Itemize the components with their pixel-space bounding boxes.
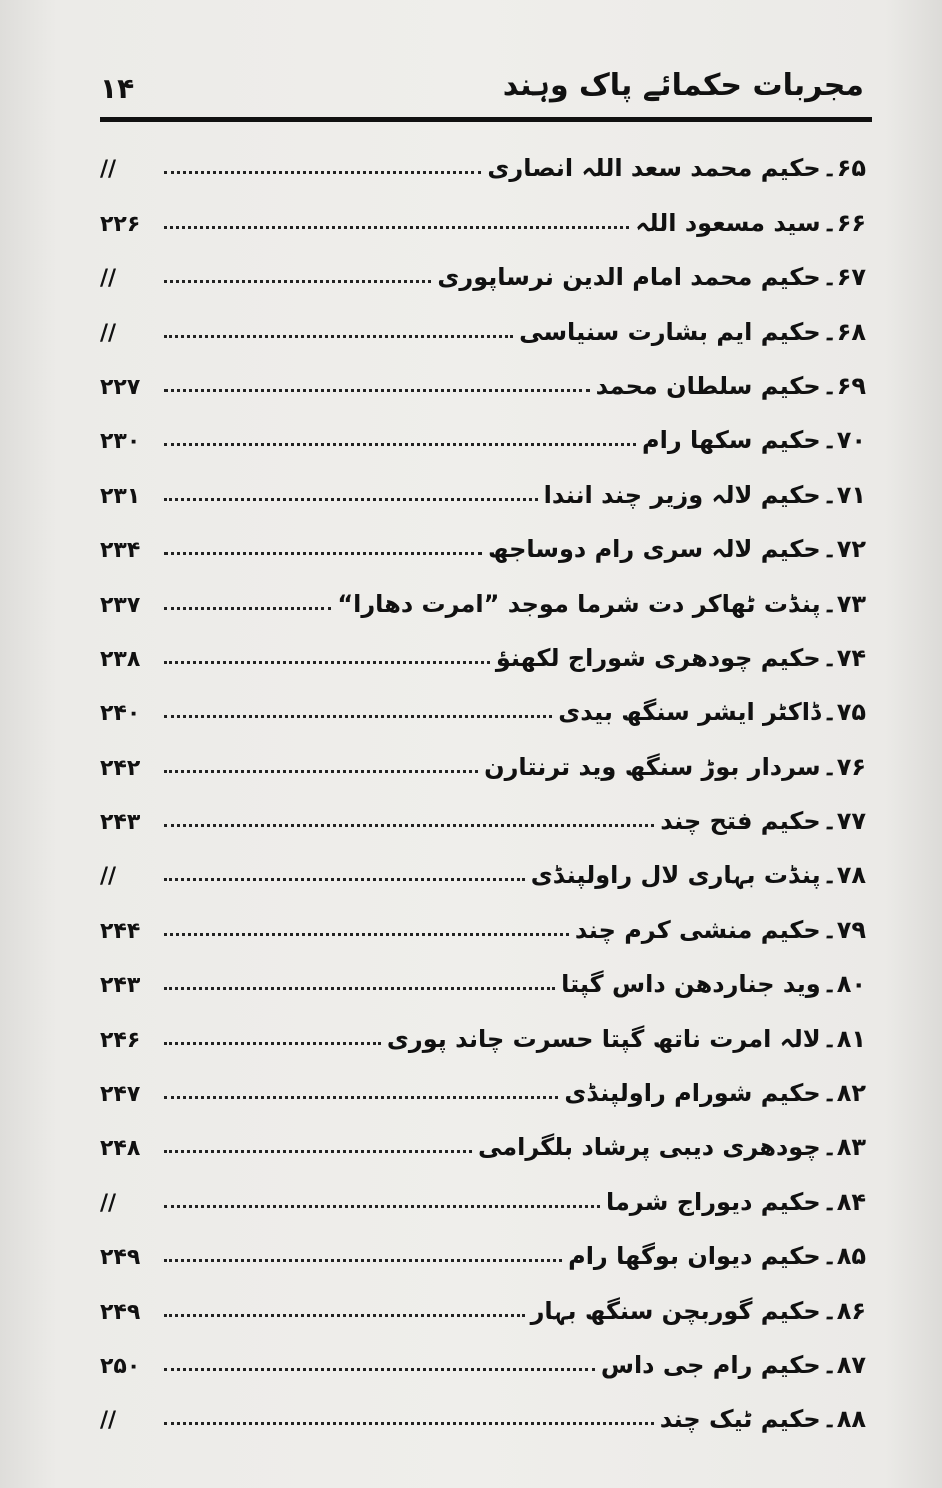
toc-entry-title: حکیم ایم بشارت سنیاسی [519, 317, 821, 346]
dotted-leader [164, 226, 629, 229]
toc-entry-page: ۲۳۴ [100, 538, 141, 564]
toc-entry-title: حکیم گوربچن سنگھ بہار [530, 1296, 821, 1325]
toc-entry [100, 1161, 866, 1215]
toc-entry-number: ۷۴۔ [822, 643, 866, 672]
toc-entry-page: ۲۴۴ [100, 918, 141, 944]
toc-entry-number: ۸۱۔ [822, 1024, 866, 1053]
toc-entry-title: لالہ امرت ناتھ گپتا حسرت چاند پوری [386, 1024, 821, 1053]
toc-entry-page: ۲۴۹ [100, 1245, 141, 1271]
toc-entry [100, 781, 866, 835]
toc-entry-title: حکیم دیوان بوگھا رام [568, 1242, 821, 1271]
dotted-leader [164, 715, 552, 718]
toc-entry-page: ۲۴۸ [100, 1136, 141, 1162]
book-title: مجربات حکمائے پاک وہند [502, 68, 864, 103]
toc-entry-title: حکیم محمد سعد اللہ انصاری [487, 154, 821, 183]
toc-entry-number: ۷۰۔ [822, 426, 866, 455]
toc-entry-page: ۲۴۷ [100, 1082, 141, 1108]
dotted-leader [164, 443, 636, 446]
toc-entry-number: ۷۹۔ [822, 915, 866, 944]
toc-entry-number: ۶۸۔ [822, 317, 866, 346]
dotted-leader [164, 1368, 595, 1371]
toc-entry-number: ۷۳۔ [822, 589, 866, 618]
toc-entry-title: پنڈت بہاری لال راولپنڈی [530, 861, 821, 890]
toc-entry [100, 672, 866, 726]
toc-entry-page: ۲۵۰ [100, 1353, 141, 1379]
table-of-contents [100, 128, 866, 1433]
toc-entry-number: ۷۸۔ [822, 861, 866, 890]
toc-entry-number: ۷۶۔ [822, 752, 866, 781]
dotted-leader [164, 498, 538, 501]
toc-entry-page: // [100, 266, 117, 292]
toc-entry-number: ۷۲۔ [822, 535, 866, 564]
dotted-leader [164, 878, 525, 881]
toc-entry [100, 726, 866, 780]
dotted-leader [164, 661, 490, 664]
toc-entry [100, 346, 866, 400]
toc-entry-number: ۷۵۔ [822, 698, 866, 727]
toc-entry [100, 618, 866, 672]
toc-entry-page: // [100, 320, 117, 346]
toc-entry-number: ۶۵۔ [822, 154, 866, 183]
toc-entry-title: حکیم دیوراج شرما [605, 1187, 821, 1216]
toc-entry-title: حکیم سلطان محمد [595, 371, 821, 400]
toc-entry-title: چودھری دیبی پرشاد بلگرامی [478, 1133, 821, 1162]
header-rule [100, 117, 872, 122]
dotted-leader [164, 389, 590, 392]
toc-entry [100, 1053, 866, 1107]
toc-entry-page: // [100, 864, 117, 890]
dotted-leader [164, 987, 555, 990]
toc-entry-number: ۸۸۔ [822, 1405, 866, 1434]
toc-entry-title: حکیم محمد امام الدین نرساپوری [437, 263, 821, 292]
toc-entry [100, 998, 866, 1052]
toc-entry-number: ۶۹۔ [822, 371, 866, 400]
toc-entry-page: ۲۴۹ [100, 1299, 141, 1325]
toc-entry-page: ۲۴۶ [100, 1027, 141, 1053]
toc-entry [100, 1270, 866, 1324]
toc-entry-title: حکیم رام جی داس [600, 1350, 821, 1379]
toc-entry-number: ۶۶۔ [822, 208, 866, 237]
toc-entry-number: ۸۵۔ [822, 1242, 866, 1271]
toc-entry-title: حکیم شورام راولپنڈی [564, 1079, 821, 1108]
dotted-leader [164, 1096, 558, 1099]
toc-entry [100, 944, 866, 998]
toc-entry-title: ڈاکٹر ایشر سنگھ بیدی [558, 698, 821, 727]
dotted-leader [164, 552, 482, 555]
toc-entry [100, 400, 866, 454]
toc-entry-number: ۸۰۔ [822, 970, 866, 999]
toc-entry [100, 291, 866, 345]
toc-entry-title: وید جناردھن داس گپتا [561, 970, 821, 999]
toc-entry [100, 1325, 866, 1379]
toc-entry-number: ۷۷۔ [822, 807, 866, 836]
toc-entry [100, 1216, 866, 1270]
toc-entry-title: سید مسعود اللہ [635, 208, 821, 237]
dotted-leader [164, 335, 513, 338]
toc-entry-page: ۲۲۷ [100, 374, 141, 400]
toc-entry-page: ۲۴۰ [100, 701, 141, 727]
toc-entry-page: ۲۳۸ [100, 646, 141, 672]
dotted-leader [164, 933, 569, 936]
toc-entry-number: ۸۴۔ [822, 1187, 866, 1216]
toc-entry-page: ۲۳۱ [100, 483, 141, 509]
toc-entry-number: ۸۷۔ [822, 1350, 866, 1379]
toc-entry-title: حکیم فتح چند [660, 807, 821, 836]
toc-entry-number: ۸۲۔ [822, 1079, 866, 1108]
dotted-leader [164, 1259, 562, 1262]
toc-entry-page: // [100, 1190, 117, 1216]
dotted-leader [164, 1422, 654, 1425]
toc-entry-title: حکیم ٹیک چند [659, 1405, 821, 1434]
toc-entry-number: ۸۳۔ [822, 1133, 866, 1162]
page-header [100, 64, 864, 112]
toc-entry-title: حکیم لالہ وزیر چند انندا [543, 480, 821, 509]
toc-entry-title: حکیم منشی کرم چند [574, 915, 821, 944]
toc-entry-title: حکیم چودھری شوراج لکھنؤ [495, 643, 821, 672]
toc-entry-page: ۲۲۶ [100, 211, 141, 237]
dotted-leader [164, 1205, 600, 1208]
toc-entry [100, 454, 866, 508]
toc-entry-title: سردار بوڑ سنگھ وید ترنتارن [484, 752, 821, 781]
dotted-leader [164, 770, 478, 773]
toc-entry-number: ۶۷۔ [822, 263, 866, 292]
dotted-leader [164, 1314, 525, 1317]
toc-entry [100, 128, 866, 182]
dotted-leader [164, 607, 331, 610]
toc-entry-page: ۲۴۲ [100, 755, 141, 781]
toc-entry-title: حکیم لالہ سری رام دوساجھ [487, 535, 821, 564]
toc-entry [100, 237, 866, 291]
toc-entry-title: حکیم سکھا رام [642, 426, 821, 455]
toc-entry-page: // [100, 157, 117, 183]
page-number: ۱۴ [100, 72, 135, 105]
dotted-leader [164, 280, 431, 283]
toc-entry-page: // [100, 1408, 117, 1434]
dotted-leader [164, 824, 654, 827]
toc-entry [100, 835, 866, 889]
toc-entry [100, 563, 866, 617]
toc-entry [100, 889, 866, 943]
toc-entry-number: ۸۶۔ [822, 1296, 866, 1325]
toc-entry [100, 509, 866, 563]
dotted-leader [164, 171, 481, 174]
toc-entry-page: ۲۳۷ [100, 592, 141, 618]
toc-entry [100, 1379, 866, 1433]
toc-entry-page: ۲۴۳ [100, 973, 141, 999]
toc-entry [100, 1107, 866, 1161]
toc-entry-title: پنڈت ٹھاکر دت شرما موجد ”امرت دھارا“ [337, 589, 821, 618]
toc-entry-page: ۲۳۰ [100, 429, 141, 455]
dotted-leader [164, 1150, 472, 1153]
dotted-leader [164, 1042, 381, 1045]
toc-entry [100, 182, 866, 236]
toc-entry-page: ۲۴۳ [100, 810, 141, 836]
toc-entry-number: ۷۱۔ [822, 480, 866, 509]
